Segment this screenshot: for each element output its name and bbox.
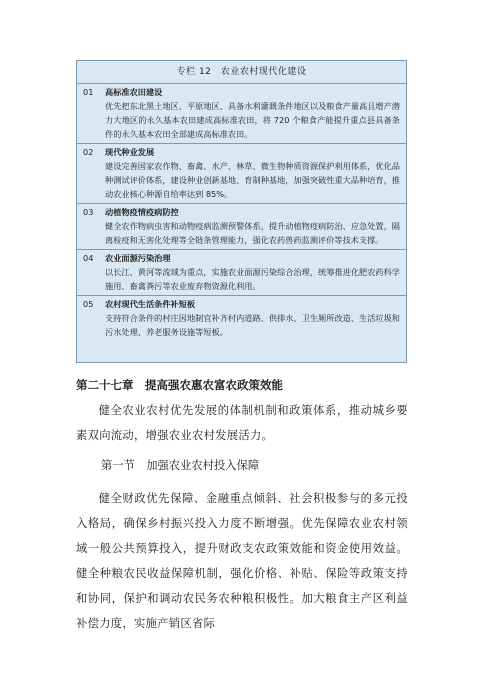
item-number: 05 [83, 299, 94, 309]
feature-item [77, 144, 406, 204]
item-title: 高标准农田建设 [105, 87, 163, 97]
item-title: 农村现代生活条件补短板 [105, 299, 196, 309]
item-body: 以长江、黄河等流域为重点，实施农业面源污染综合治理，统筹推进化肥农药科学施用、畜禽粪污等农业废弃物资源化利用。 [105, 267, 400, 291]
item-body: 支持符合条件的村庄因地制宜补齐村内道路、供排水、卫生厕所改造、生活垃圾和污水处理、养老服务设施等短板。 [105, 313, 400, 337]
item-title: 农业面源污染治理 [105, 253, 171, 263]
feature-item [77, 204, 406, 250]
item-title: 现代种业发展 [105, 147, 155, 157]
feature-box [76, 60, 407, 363]
item-number: 01 [83, 87, 94, 97]
item-body: 优先把东北黑土地区、平原地区、具备水利灌溉条件地区以及粮食产量高且增产潜力大地区的永久基本农田建成高标准农田，将 720 个粮食产能提升重点县具备条件的永久基本农田全部建成高标准农田。 [105, 101, 400, 139]
intro-paragraph: 健全农业农村优先发展的体制机制和政策体系，推动城乡要素双向流动，增强农业农村发展活力。 [76, 404, 408, 442]
item-number: 03 [83, 207, 94, 217]
item-title: 动植物疫情疫病防控 [105, 207, 179, 217]
item-body: 健全农作物病虫害和动物疫病监测预警体系，提升动植物疫病防治、应急处置，隔离检疫和无害化处理等全链条管理能力，强化农药兽药监测评价等技术支撑。 [105, 221, 400, 245]
item-number: 04 [83, 253, 94, 263]
feature-item [77, 250, 406, 296]
item-number: 02 [83, 147, 94, 157]
section-paragraph: 健全财政优先保障、金融重点倾斜、社会积极参与的多元投入格局，确保乡村振兴投入力度不断增强。优先保障农业农村领域一般公共预算投入，提升财政支农政策效能和资金使用效益。健全种粮农民收益保障机制，强化价格、补贴、保险等政策支持和协同，保护和调动农民务农种粮积极性。加大粮食主产区利益补偿力度，实施产销区省际 [76, 492, 408, 630]
feature-item [77, 296, 406, 341]
chapter-title: 第二十七章 提高强农惠农富农政策效能 [76, 378, 283, 392]
item-body: 建设完善国家农作物、畜禽、水产、林草、微生物种质资源保护利用体系，优化品种测试评价体系，建设种业创新基地、育制种基地，加强突破性重大品种培育，推动农业核心种源自给率达到 85%。 [105, 161, 400, 199]
feature-item [77, 84, 406, 144]
section-title: 第一节 加强农业农村投入保障 [101, 459, 260, 472]
feature-box-title: 专栏 12 农业农村现代化建设 [77, 61, 406, 84]
